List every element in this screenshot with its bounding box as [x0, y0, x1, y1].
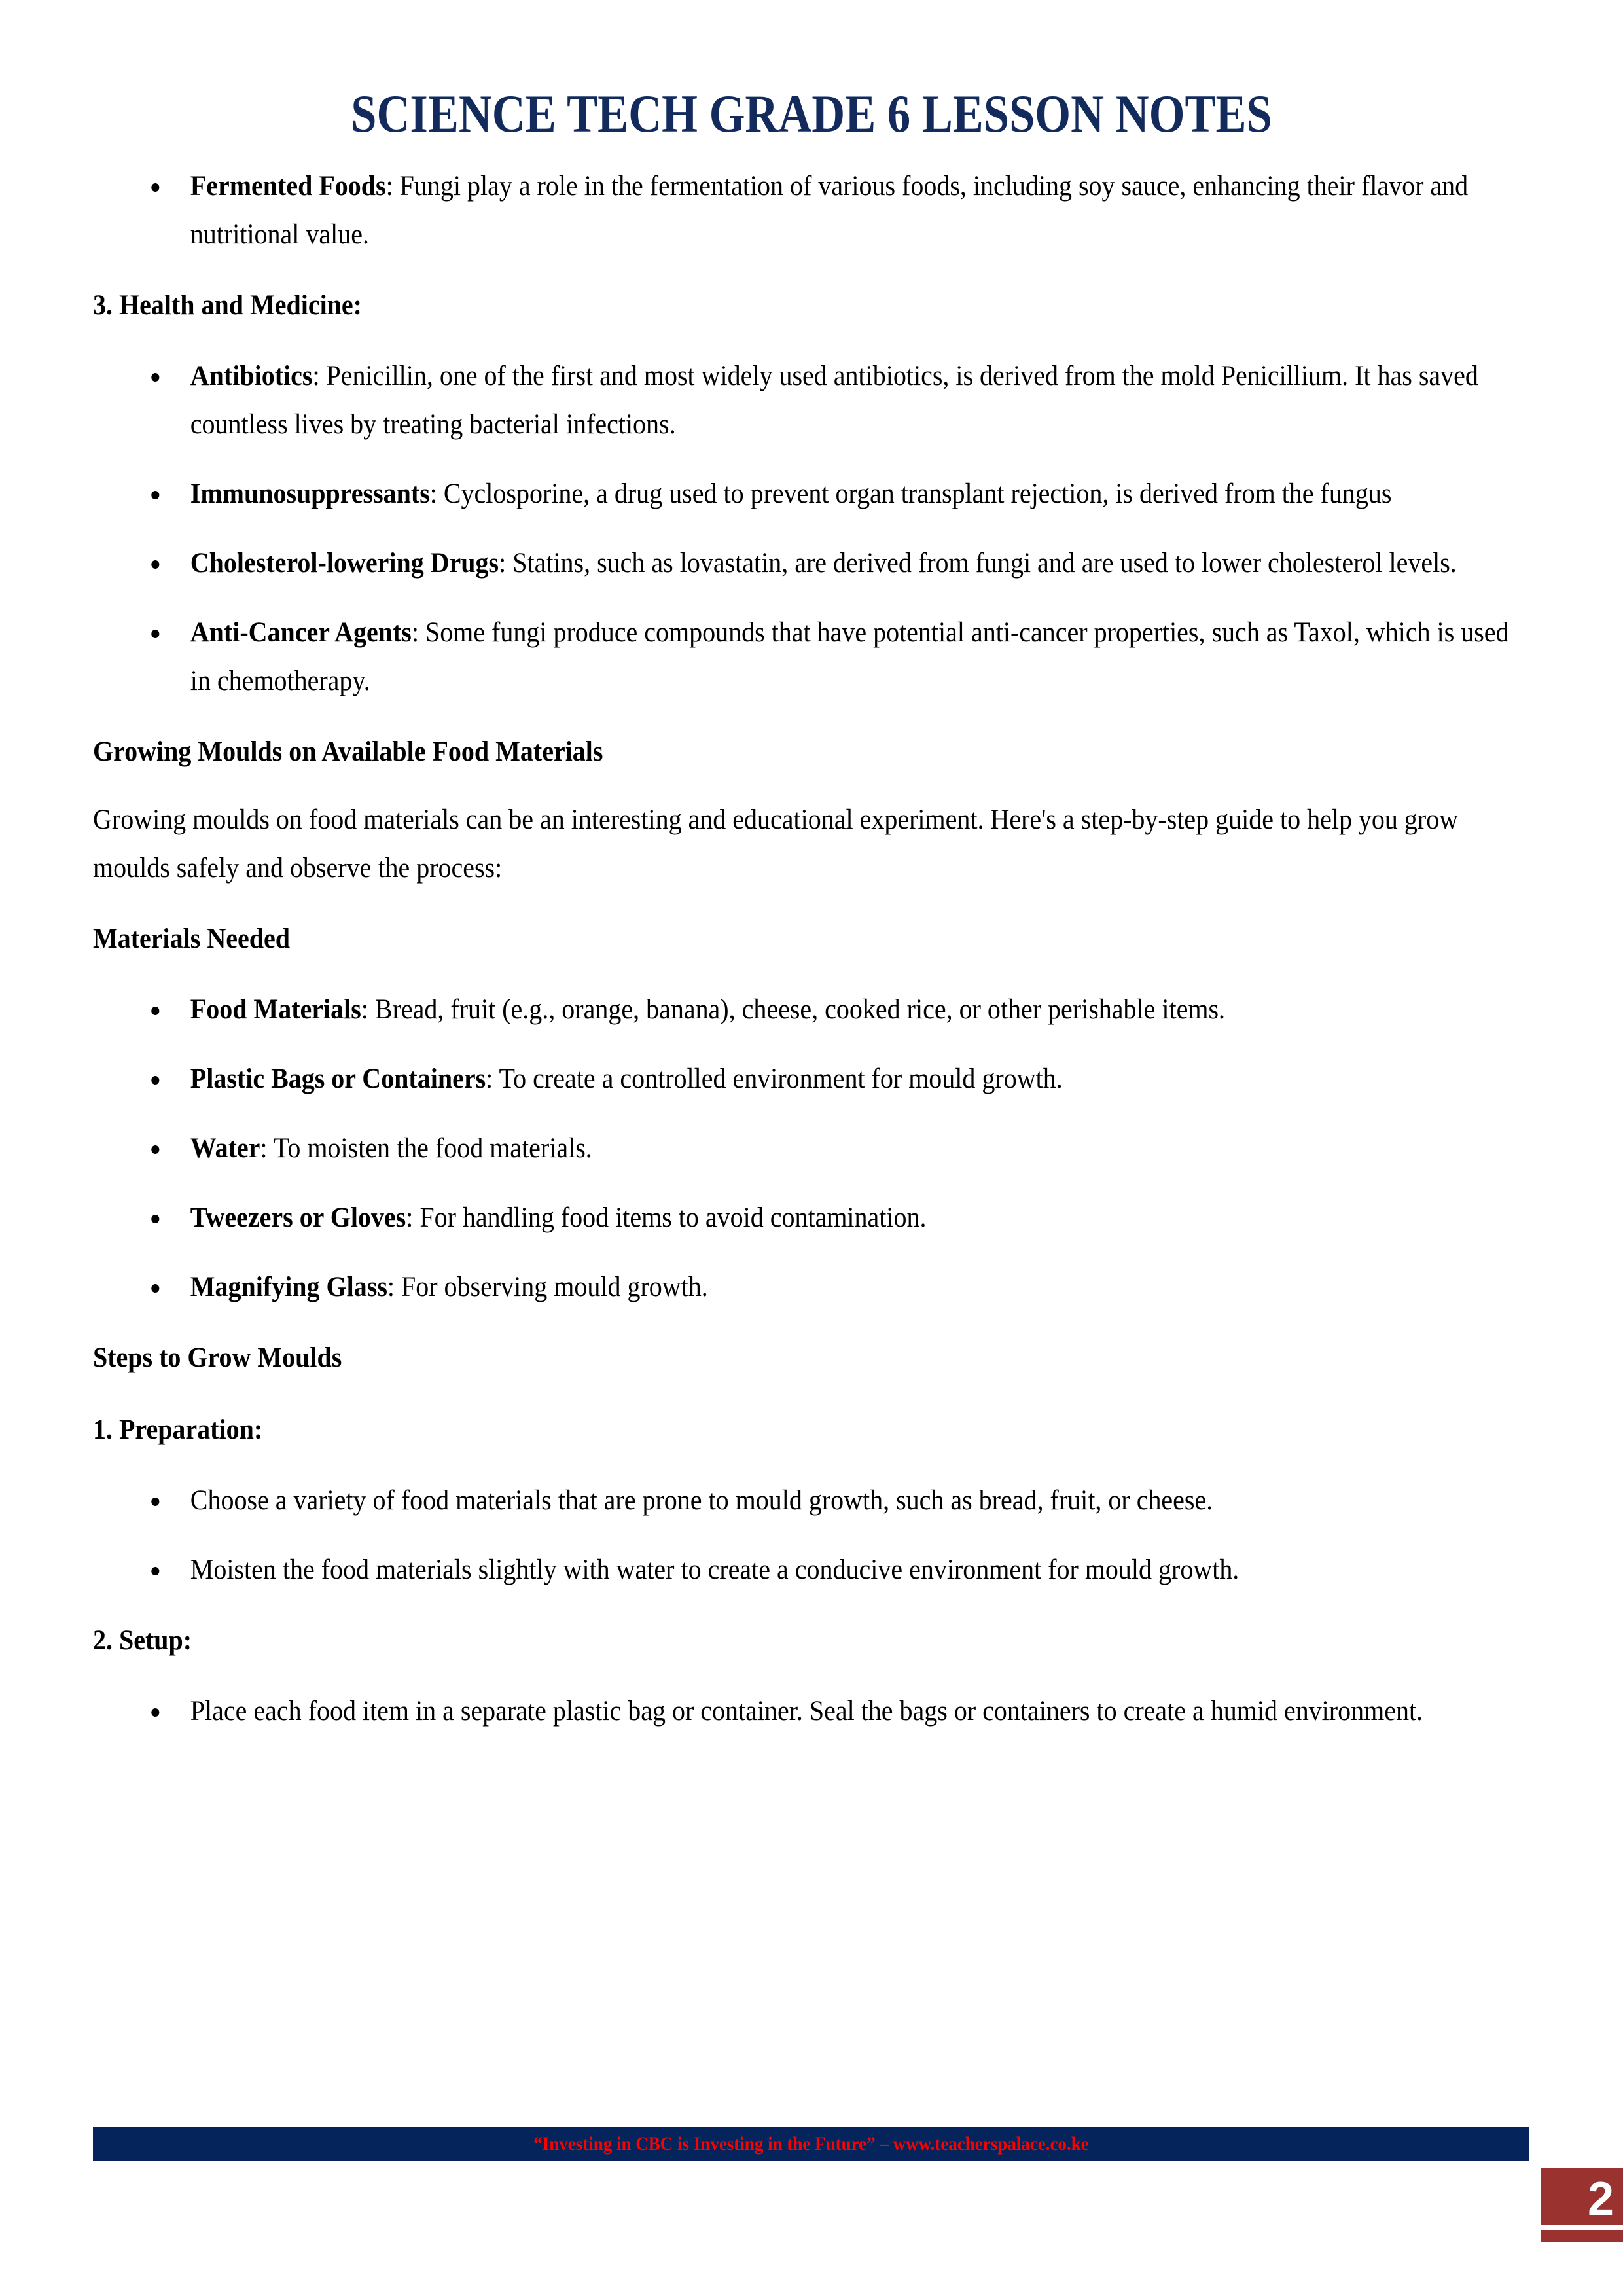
list-item-lead: Plastic Bags or Containers — [190, 1064, 486, 1094]
list-item — [93, 459, 1532, 529]
bullet-list — [93, 342, 1532, 716]
heading-text: : — [183, 1625, 192, 1656]
section-heading — [93, 1394, 1532, 1466]
list-item-text: : Cyclosporine, a drug used to prevent organ transplant rejection, is derived from the fungus — [429, 478, 1392, 509]
list-item — [93, 152, 1532, 270]
heading-lead: Steps to Grow Moulds — [93, 1342, 342, 1373]
heading-text: : — [253, 1414, 263, 1445]
heading-lead: 1. Preparation — [93, 1414, 254, 1445]
list-item-lead: Magnifying Glass — [190, 1272, 387, 1302]
list-item — [93, 1535, 1532, 1605]
heading-lead: 3. Health and Medicine — [93, 290, 353, 321]
list-item-lead: Fermented Foods — [190, 171, 386, 202]
list-item-lead: Food Materials — [190, 994, 361, 1025]
list-item — [93, 1045, 1532, 1114]
section-heading — [93, 270, 1532, 342]
list-item-lead: Tweezers or Gloves — [190, 1202, 406, 1233]
footer-banner — [93, 2127, 1529, 2161]
heading-lead: Materials Needed — [93, 924, 290, 954]
page-number-badge — [1541, 2168, 1623, 2242]
list-item — [93, 1466, 1532, 1535]
list-item-text: : Fungi play a role in the fermentation of various foods, including soy sauce, enhancing their flavor and nutritional value. — [190, 171, 1469, 250]
section-heading — [93, 1605, 1532, 1677]
list-item — [93, 1677, 1532, 1746]
page-number-underline — [1541, 2225, 1623, 2230]
page-title: SCIENCE TECH GRADE 6 LESSON NOTES — [351, 84, 1272, 143]
list-item-text: Moisten the food materials slightly with water to create a conducive environment for mould growth. — [190, 1554, 1240, 1585]
bullet-list — [93, 1466, 1532, 1605]
list-item-lead: Immunosuppressants — [190, 478, 430, 509]
bullet-list — [93, 975, 1532, 1322]
page-number: 2 — [1587, 2173, 1614, 2225]
list-item-lead: Cholesterol-lowering Drugs — [190, 548, 499, 579]
paragraph-text: Growing moulds on food materials can be an interesting and educational experiment. Here's a step-by-step guide to help you grow moulds safely and observe the process: — [93, 804, 1459, 884]
list-item — [93, 1253, 1532, 1322]
list-item-lead: Water — [190, 1133, 260, 1164]
section-heading — [93, 903, 1532, 975]
bullet-list — [93, 152, 1532, 270]
footer-tagline: “Investing in CBC is Investing in the Future” – www.teacherspalace.co.ke — [533, 2133, 1089, 2155]
paragraph — [93, 788, 1532, 903]
list-item-text: : For handling food items to avoid contamination. — [406, 1202, 927, 1233]
document-body — [93, 152, 1533, 1746]
list-item-text: : Statins, such as lovastatin, are derived from fungi and are used to lower cholesterol levels. — [499, 548, 1457, 579]
list-item — [93, 529, 1532, 598]
list-item-text: : To create a controlled environment for mould growth. — [486, 1064, 1063, 1094]
list-item-text: : To moisten the food materials. — [260, 1133, 592, 1164]
list-item-lead: Antibiotics — [190, 361, 313, 391]
list-item — [93, 975, 1532, 1045]
list-item-text: : For observing mould growth. — [387, 1272, 708, 1302]
heading-text: : — [353, 290, 363, 321]
section-heading — [93, 1322, 1532, 1394]
list-item-text: : Some fungi produce compounds that have potential anti-cancer properties, such as Taxol, which is used in chemotherapy. — [190, 617, 1509, 696]
list-item-text: Choose a variety of food materials that are prone to mould growth, such as bread, fruit, or cheese. — [190, 1485, 1213, 1516]
list-item-text: : Bread, fruit (e.g., orange, banana), cheese, cooked rice, or other perishable items. — [361, 994, 1226, 1025]
list-item-lead: Anti-Cancer Agents — [190, 617, 412, 648]
list-item — [93, 1183, 1532, 1253]
list-item — [93, 598, 1532, 716]
section-heading — [93, 716, 1532, 788]
bullet-list — [93, 1677, 1532, 1746]
heading-lead: 2. Setup — [93, 1625, 183, 1656]
list-item-text: Place each food item in a separate plastic bag or container. Seal the bags or containers to create a humid environment. — [190, 1696, 1423, 1727]
list-item — [93, 342, 1532, 459]
list-item — [93, 1114, 1532, 1183]
heading-lead: Growing Moulds on Available Food Materials — [93, 736, 603, 767]
list-item-text: : Penicillin, one of the first and most widely used antibiotics, is derived from the mold Penicillium. It has saved countless lives by treating bacterial infections. — [190, 361, 1478, 440]
